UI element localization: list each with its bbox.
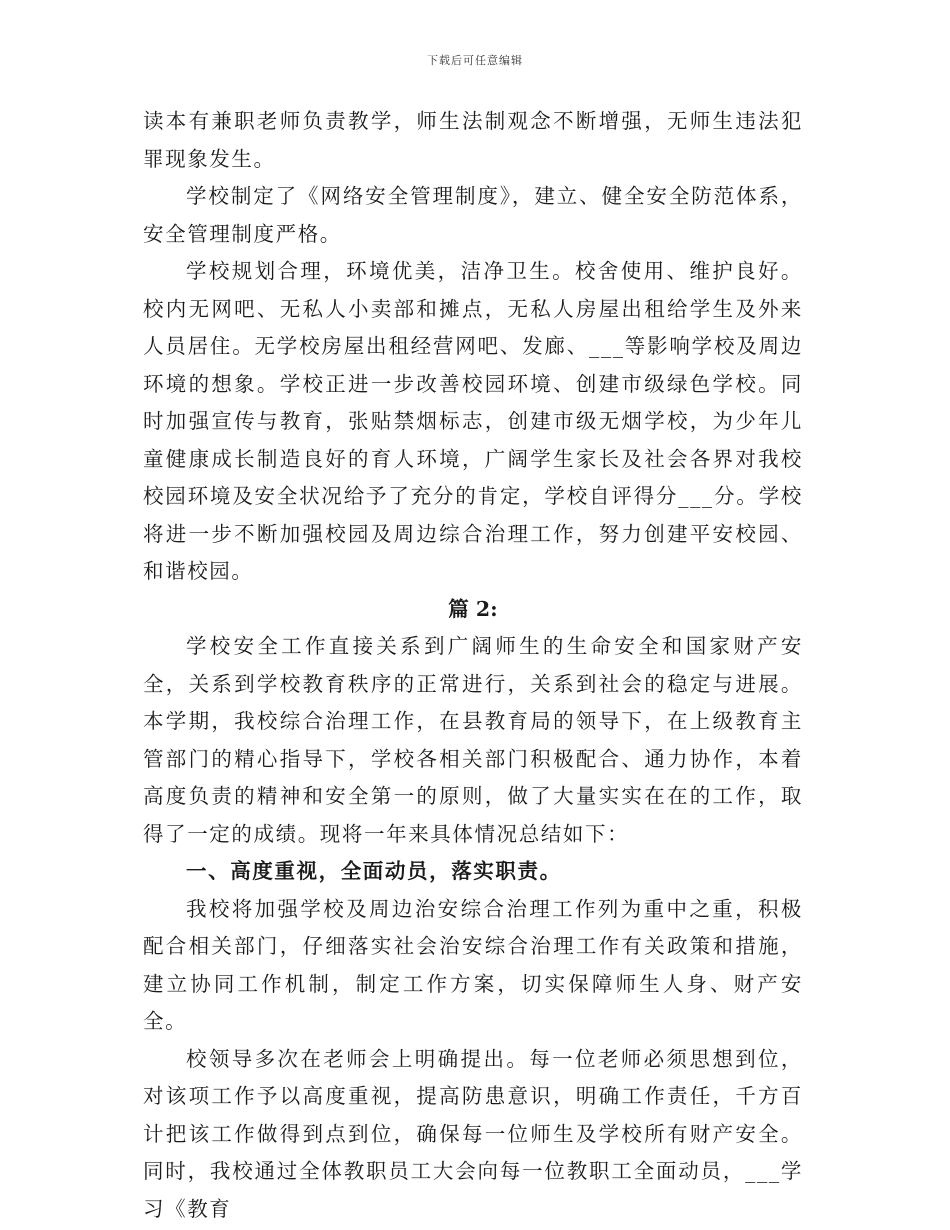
paragraph-2: 学校制定了《网络安全管理制度》，建立、健全安全防范体系，安全管理制度严格。 — [143, 184, 803, 246]
section-paragraph-3: 校领导多次在老师会上明确提出。每一位老师必须思想到位，对该项工作予以高度重视，提高防患意识，明确工作责任，千方百计把该工作做得到点到位，确保每一位师生及学校所有财产安全。同时，我校通过全体教职员工大会向每一位教职工全面动员，___学习《教育 — [143, 1046, 803, 1221]
page-header: 下载后可任意编辑 — [427, 54, 523, 67]
paragraph-3: 学校规划合理，环境优美，洁净卫生。校舍使用、维护良好。校内无网吧、无私人小卖部和摊点，无私人房屋出租给学生及外来人员居住。无学校房屋出租经营网吧、发廊、___等影响学校及周边环境的想象。学校正进一步改善校园环境、创建市级绿色学校。同时加强宣传与教育，张贴禁烟标志，创建市级无烟学校，为少年儿童健康成长制造良好的育人环境，广阔学生家长及社会各界对我校校园环境及安全状况给予了充分的肯定，学校自评得分___分。学校将进一步不断加强校园及周边综合治理工作，努力创建平安校园、和谐校园。 — [143, 259, 803, 583]
section-heading-1: 一、高度重视，全面动员，落实职责。 — [186, 859, 562, 883]
section-paragraph-2: 我校将加强学校及周边治安综合治理工作列为重中之重，积极配合相关部门，仔细落实社会治安综合治理工作有关政策和措施，建立协同工作机制，制定工作方案，切实保障师生人身、财产安全。 — [143, 896, 803, 1033]
section-paragraph-1: 学校安全工作直接关系到广阔师生的生命安全和国家财产安全，关系到学校教育秩序的正常进行，关系到社会的稳定与进展。本学期，我校综合治理工作，在县教育局的领导下，在上级教育主管部门的精心指导下，学校各相关部门积极配合、通力协作，本着高度负责的精神和安全第一的原则，做了大量实实在在的工作，取得了一定的成绩。现将一年来具体情况总结如下： — [143, 634, 803, 846]
paragraph-1: 读本有兼职老师负责教学，师生法制观念不断增强，无师生违法犯罪现象发生。 — [143, 109, 803, 171]
section-title: 篇 2: — [448, 596, 498, 621]
document-body — [143, 103, 803, 1228]
